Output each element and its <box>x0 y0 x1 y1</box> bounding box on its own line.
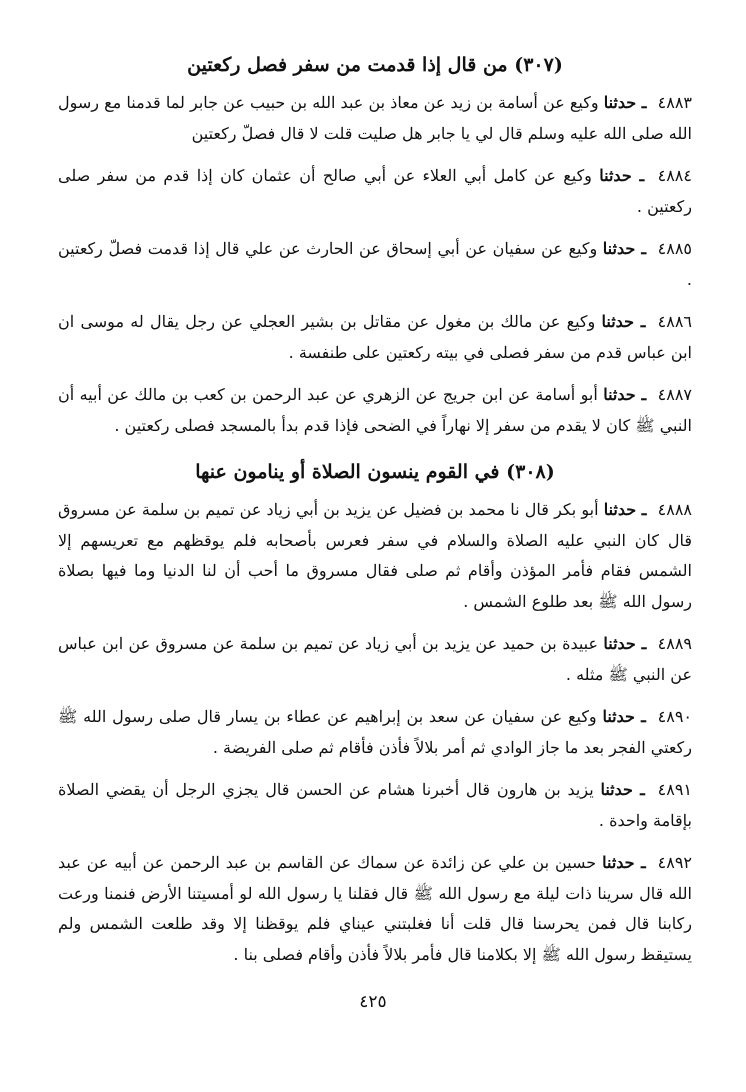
hadith-4887 <box>58 380 692 441</box>
hadith-text: أبو أسامة عن ابن جريج عن الزهري عن عبد الرحمن بن كعب بن مالك عن أبيه أن النبي ﷺ كان لا يقدم من سفر إلا نهاراً في الضحى فإذا قدم بدأ بالمسجد فصلى ركعتين . <box>58 385 692 435</box>
hadith-lead: ـ حدثنا <box>602 239 647 258</box>
hadith-lead: ـ حدثنا <box>603 500 647 519</box>
hadith-text: حسين بن علي عن زائدة عن سماك عن القاسم بن عبد الرحمن عن أبيه عن عبد الله قال سرينا ذات ليلة مع رسول الله ﷺ قال فقلنا يا رسول الله لو أمسيتنا الأرض فنمنا ورعت ركابنا قال فمن يحرسنا قال قلت أنا فغلبتني عيناي فلم يوقظنا إلا وقد طلعت الشمس ولم يستيقظ رسول الله ﷺ إلا بكلامنا قال فأمر بلالاً فأذن وأقام فصلى بنا . <box>58 853 693 964</box>
hadith-text: وكيع عن مالك بن مغول عن مقاتل بن بشير العجلي عن رجل يقال له موسى ان ابن عباس قدم من سفر فصلى في بيته ركعتين على طنفسة . <box>58 312 692 362</box>
hadith-number: ٤٨٨٨ <box>657 500 692 519</box>
hadith-number: ٤٨٨٥ <box>657 239 692 258</box>
hadith-number: ٤٨٨٦ <box>657 312 693 331</box>
hadith-number: ٤٨٨٧ <box>657 385 692 404</box>
chapter-heading-307: (٣٠٧) من قال إذا قدمت من سفر فصل ركعتين <box>187 54 563 76</box>
hadith-number: ٤٨٨٤ <box>657 166 692 185</box>
hadith-text: وكيع عن كامل أبي العلاء عن أبي صالح أن عثمان كان إذا قدم من سفر صلى ركعتين . <box>58 166 692 216</box>
page-number: ٤٢٥ <box>359 992 387 1012</box>
hadith-text: أبو بكر قال نا محمد بن فضيل عن يزيد بن أبي زياد عن تميم بن سلمة عن مسروق قال كان النبي عليه الصلاة والسلام في سفر فعرس بأصحابه فلم يوقظهم مع تعريسهم إلا الشمس فقام فأمر المؤذن وأقام ثم صلى فقال مسروق ما أحب أن لنا الدنيا وما فيها بصلاة رسول الله ﷺ بعد طلوع الشمس . <box>58 500 692 611</box>
hadith-lead: ـ حدثنا <box>601 312 646 331</box>
hadith-text: عبيدة بن حميد عن يزيد بن أبي زياد عن تميم بن سلمة عن مسروق عن ابن عباس عن النبي ﷺ مثله . <box>58 634 692 684</box>
hadith-lead: ـ حدثنا <box>600 780 645 799</box>
page-body <box>58 50 692 982</box>
hadith-lead: ـ حدثنا <box>603 634 647 653</box>
hadith-lead: ـ حدثنا <box>603 385 647 404</box>
hadith-lead: ـ حدثنا <box>599 166 645 185</box>
hadith-number: ٤٨٩٢ <box>657 853 693 872</box>
hadith-number: ٤٨٩٠ <box>657 707 693 726</box>
hadith-text: يزيد بن هارون قال أخبرنا هشام عن الحسن قال يجزي الرجل أن يقضي الصلاة بإقامة واحدة . <box>58 780 692 830</box>
hadith-4890 <box>58 702 692 763</box>
hadith-4883 <box>58 88 692 149</box>
hadith-lead: ـ حدثنا <box>602 707 646 726</box>
hadith-4892 <box>58 848 692 970</box>
hadith-4886 <box>58 307 692 368</box>
hadith-4885 <box>58 234 692 295</box>
hadith-text: وكيع عن سفيان عن أبي إسحاق عن الحارث عن علي قال إذا قدمت فصلّ ركعتين . <box>58 239 692 289</box>
hadith-number: ٤٨٨٩ <box>657 634 692 653</box>
hadith-number: ٤٨٨٣ <box>657 93 692 112</box>
hadith-lead: ـ حدثنا <box>602 853 646 872</box>
hadith-4891 <box>58 775 692 836</box>
hadith-4888 <box>58 495 692 617</box>
hadith-text: وكيع عن سفيان عن سعد بن إبراهيم عن عطاء بن يسار قال صلى رسول الله ﷺ ركعتي الفجر بعد ما جاز الوادي ثم أمر بلالاً فأذن فأقام ثم صلى الفريضة . <box>58 707 692 757</box>
hadith-4884 <box>58 161 692 222</box>
hadith-4889 <box>58 629 692 690</box>
hadith-text: وكيع عن أسامة بن زيد عن معاذ بن عبد الله بن حبيب عن جابر لما قدمنا مع رسول الله صلى الله عليه وسلم قال لي يا جابر هل صليت قلت لا قال فصلّ ركعتين <box>58 93 692 143</box>
chapter-heading-308: (٣٠٨) في القوم ينسون الصلاة أو ينامون عنها <box>195 461 555 483</box>
hadith-number: ٤٨٩١ <box>657 780 693 799</box>
hadith-lead: ـ حدثنا <box>603 93 647 112</box>
